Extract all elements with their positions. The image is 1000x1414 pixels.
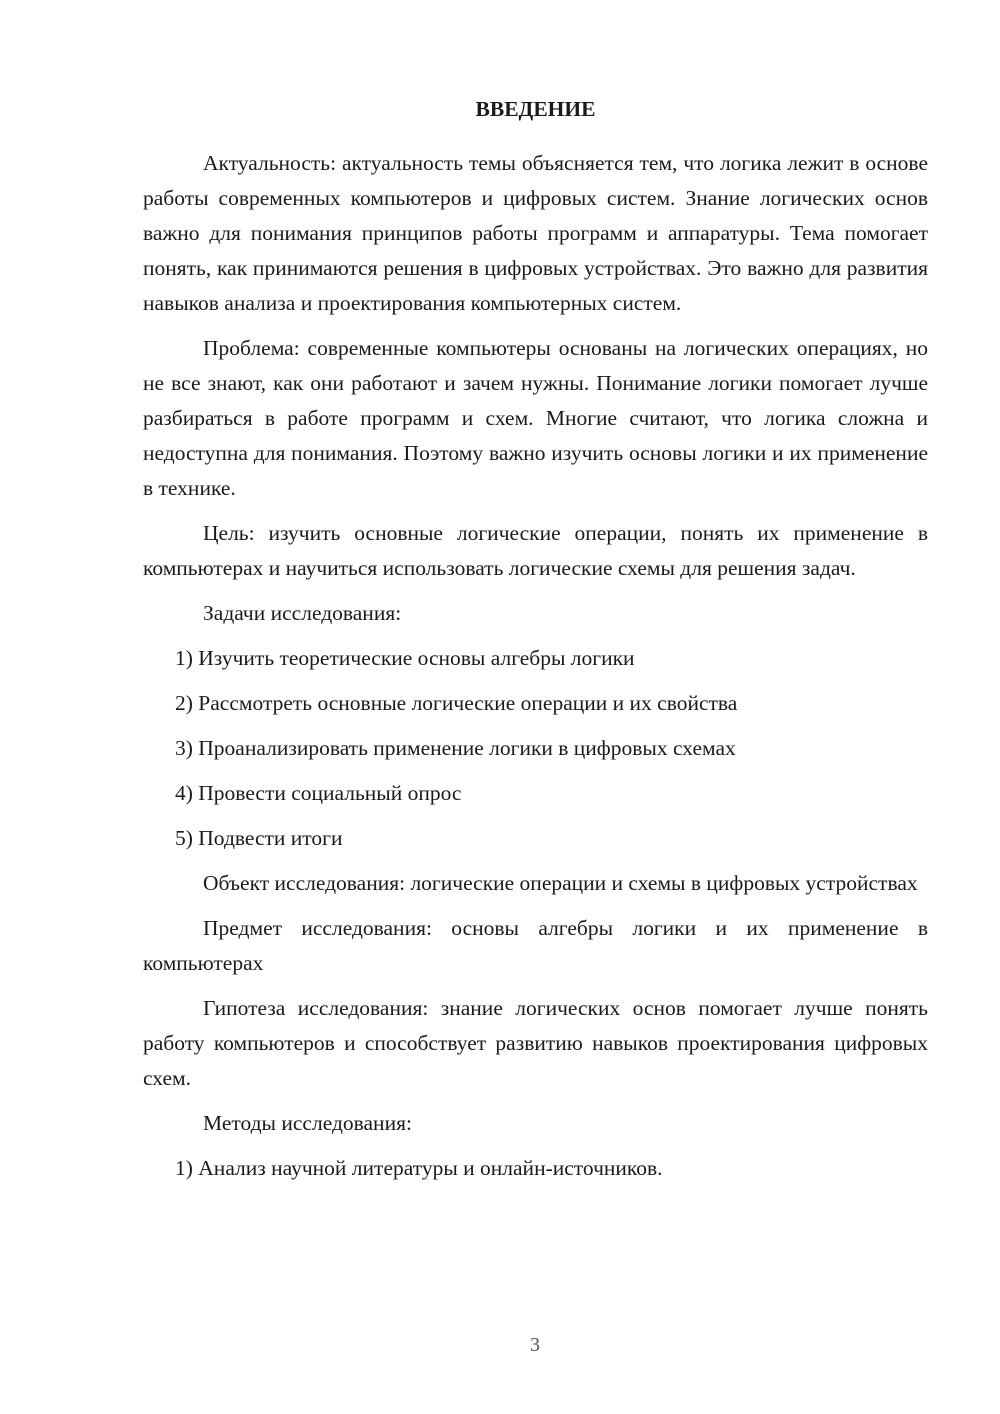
object-paragraph: Объект исследования: логические операции и схемы в цифровых устройствах xyxy=(203,871,918,895)
page-title: ВВЕДЕНИЕ xyxy=(475,97,596,121)
relevance-paragraph: Актуальность: актуальность темы объясняется тем, что логика лежит в основе работы современных компьютеров и цифровых систем. Знание логических основ важно для понимания принципов работы программ и аппаратуры. Тема помогает понять, как принимаются решения в цифровых устройствах. Это важно для развития навыков анализа и проектирования компьютерных систем. xyxy=(143,151,928,315)
task-item-4: 4) Провести социальный опрос xyxy=(175,781,462,805)
document-page xyxy=(143,92,928,1196)
tasks-heading: Задачи исследования: xyxy=(203,601,402,625)
problem-paragraph: Проблема: современные компьютеры основаны на логических операциях, но не все знают, как они работают и зачем нужны. Понимание логики помогает лучше разбираться в работе программ и схем. Многие считают, что логика сложна и недоступна для понимания. Поэтому важно изучить основы логики и их применение в технике. xyxy=(143,336,928,500)
methods-heading: Методы исследования: xyxy=(203,1111,412,1135)
task-item-3: 3) Проанализировать применение логики в цифровых схемах xyxy=(175,736,736,760)
task-item-5: 5) Подвести итоги xyxy=(175,826,343,850)
goal-paragraph: Цель: изучить основные логические операции, понять их применение в компьютерах и научиться использовать логические схемы для решения задач. xyxy=(143,521,928,580)
task-item-2: 2) Рассмотреть основные логические операции и их свойства xyxy=(175,691,738,715)
hypothesis-paragraph: Гипотеза исследования: знание логических основ помогает лучше понять работу компьютеров и способствует развитию навыков проектирования цифровых схем. xyxy=(143,996,928,1090)
subject-paragraph: Предмет исследования: основы алгебры логики и их применение в компьютерах xyxy=(143,916,928,975)
method-item-1: 1) Анализ научной литературы и онлайн-источников. xyxy=(175,1156,663,1180)
page-number: 3 xyxy=(530,1334,540,1356)
task-item-1: 1) Изучить теоретические основы алгебры логики xyxy=(175,646,635,670)
